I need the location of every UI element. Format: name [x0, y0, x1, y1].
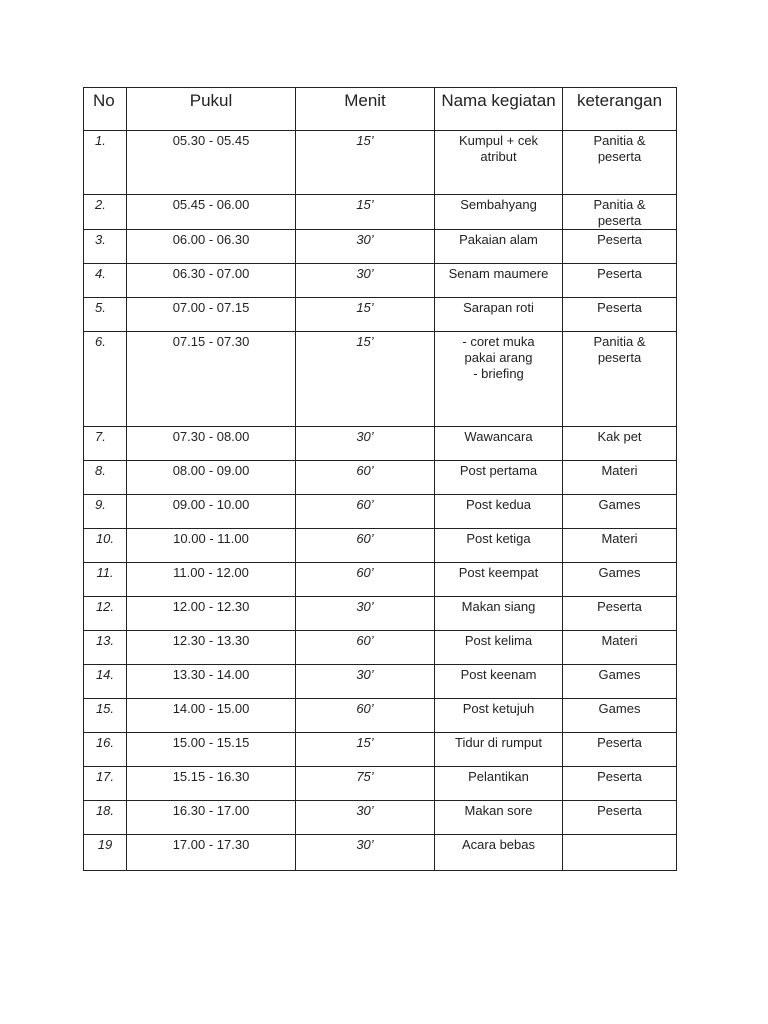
cell-keterangan: Games	[563, 563, 677, 597]
cell-no: 10.	[84, 529, 127, 563]
cell-nama-kegiatan: Tidur di rumput	[435, 733, 563, 767]
cell-pukul: 11.00 - 12.00	[127, 563, 296, 597]
cell-menit: 15’	[296, 298, 435, 332]
cell-nama-kegiatan: Pakaian alam	[435, 230, 563, 264]
cell-keterangan: Games	[563, 699, 677, 733]
table-row	[84, 195, 677, 230]
cell-nama-kegiatan: Post ketiga	[435, 529, 563, 563]
cell-nama-kegiatan: Post kedua	[435, 495, 563, 529]
cell-menit: 60’	[296, 529, 435, 563]
cell-nama-kegiatan: Makan siang	[435, 597, 563, 631]
table-row	[84, 733, 677, 767]
cell-menit: 60’	[296, 699, 435, 733]
cell-pukul: 14.00 - 15.00	[127, 699, 296, 733]
cell-nama-kegiatan: Senam maumere	[435, 264, 563, 298]
cell-keterangan: Peserta	[563, 597, 677, 631]
cell-menit: 30’	[296, 665, 435, 699]
cell-nama-kegiatan: Pelantikan	[435, 767, 563, 801]
cell-no: 5.	[84, 298, 127, 332]
cell-menit: 60’	[296, 631, 435, 665]
table-row	[84, 332, 677, 427]
schedule-table	[83, 87, 677, 871]
cell-pukul: 17.00 - 17.30	[127, 835, 296, 871]
cell-keterangan: Peserta	[563, 264, 677, 298]
table-row	[84, 801, 677, 835]
table-row	[84, 427, 677, 461]
table-row	[84, 767, 677, 801]
header-nama-kegiatan: Nama kegiatan	[435, 88, 563, 131]
table-row	[84, 665, 677, 699]
cell-nama-kegiatan: Post ketujuh	[435, 699, 563, 733]
table-row	[84, 597, 677, 631]
cell-pukul: 08.00 - 09.00	[127, 461, 296, 495]
cell-keterangan: Peserta	[563, 767, 677, 801]
table-row	[84, 264, 677, 298]
cell-menit: 30’	[296, 230, 435, 264]
table-row	[84, 495, 677, 529]
cell-menit: 60’	[296, 495, 435, 529]
cell-menit: 15’	[296, 131, 435, 195]
cell-no: 3.	[84, 230, 127, 264]
cell-pukul: 10.00 - 11.00	[127, 529, 296, 563]
cell-pukul: 07.30 - 08.00	[127, 427, 296, 461]
cell-menit: 75’	[296, 767, 435, 801]
table-row	[84, 298, 677, 332]
cell-menit: 15’	[296, 332, 435, 427]
header-no: No	[84, 88, 127, 131]
cell-keterangan: Materi	[563, 529, 677, 563]
cell-no: 12.	[84, 597, 127, 631]
cell-keterangan: Panitia & peserta	[563, 195, 677, 230]
cell-keterangan: Peserta	[563, 298, 677, 332]
table-row	[84, 699, 677, 733]
cell-nama-kegiatan: Kumpul + cek atribut	[435, 131, 563, 195]
cell-pukul: 06.00 - 06.30	[127, 230, 296, 264]
cell-nama-kegiatan: Sarapan roti	[435, 298, 563, 332]
header-pukul: Pukul	[127, 88, 296, 131]
table-row	[84, 131, 677, 195]
cell-menit: 30’	[296, 801, 435, 835]
cell-menit: 30’	[296, 264, 435, 298]
cell-pukul: 12.00 - 12.30	[127, 597, 296, 631]
cell-no: 15.	[84, 699, 127, 733]
cell-no: 4.	[84, 264, 127, 298]
cell-nama-kegiatan: Post kelima	[435, 631, 563, 665]
table-row	[84, 529, 677, 563]
cell-nama-kegiatan: Acara bebas	[435, 835, 563, 871]
cell-keterangan: Peserta	[563, 733, 677, 767]
cell-menit: 60’	[296, 563, 435, 597]
cell-keterangan: Peserta	[563, 230, 677, 264]
cell-keterangan: Panitia & peserta	[563, 131, 677, 195]
cell-no: 9.	[84, 495, 127, 529]
header-menit: Menit	[296, 88, 435, 131]
cell-pukul: 09.00 - 10.00	[127, 495, 296, 529]
cell-no: 2.	[84, 195, 127, 230]
cell-no: 11.	[84, 563, 127, 597]
cell-nama-kegiatan: - coret muka pakai arang - briefing	[435, 332, 563, 427]
cell-menit: 30’	[296, 427, 435, 461]
cell-menit: 60’	[296, 461, 435, 495]
cell-pukul: 05.30 - 05.45	[127, 131, 296, 195]
cell-nama-kegiatan: Sembahyang	[435, 195, 563, 230]
table-row	[84, 563, 677, 597]
cell-menit: 15’	[296, 733, 435, 767]
cell-nama-kegiatan: Post keempat	[435, 563, 563, 597]
cell-pukul: 15.15 - 16.30	[127, 767, 296, 801]
cell-keterangan: Games	[563, 495, 677, 529]
cell-pukul: 07.15 - 07.30	[127, 332, 296, 427]
cell-no: 18.	[84, 801, 127, 835]
cell-keterangan: Materi	[563, 461, 677, 495]
cell-keterangan: Materi	[563, 631, 677, 665]
table-row	[84, 230, 677, 264]
table-row	[84, 461, 677, 495]
cell-no: 7.	[84, 427, 127, 461]
cell-keterangan: Kak pet	[563, 427, 677, 461]
table-row	[84, 835, 677, 871]
cell-pukul: 06.30 - 07.00	[127, 264, 296, 298]
table-row	[84, 631, 677, 665]
cell-keterangan: Games	[563, 665, 677, 699]
cell-nama-kegiatan: Post keenam	[435, 665, 563, 699]
cell-no: 16.	[84, 733, 127, 767]
cell-pukul: 05.45 - 06.00	[127, 195, 296, 230]
cell-no: 1.	[84, 131, 127, 195]
cell-menit: 30’	[296, 597, 435, 631]
header-keterangan: keterangan	[563, 88, 677, 131]
header-row	[84, 88, 677, 131]
cell-pukul: 12.30 - 13.30	[127, 631, 296, 665]
cell-no: 13.	[84, 631, 127, 665]
cell-keterangan: Panitia & peserta	[563, 332, 677, 427]
cell-pukul: 13.30 - 14.00	[127, 665, 296, 699]
cell-no: 14.	[84, 665, 127, 699]
cell-nama-kegiatan: Wawancara	[435, 427, 563, 461]
cell-keterangan: Peserta	[563, 801, 677, 835]
cell-pukul: 16.30 - 17.00	[127, 801, 296, 835]
cell-menit: 30’	[296, 835, 435, 871]
cell-no: 17.	[84, 767, 127, 801]
cell-no: 19	[84, 835, 127, 871]
cell-pukul: 15.00 - 15.15	[127, 733, 296, 767]
cell-no: 8.	[84, 461, 127, 495]
cell-keterangan	[563, 835, 677, 871]
cell-nama-kegiatan: Makan sore	[435, 801, 563, 835]
cell-no: 6.	[84, 332, 127, 427]
cell-menit: 15’	[296, 195, 435, 230]
cell-pukul: 07.00 - 07.15	[127, 298, 296, 332]
cell-nama-kegiatan: Post pertama	[435, 461, 563, 495]
